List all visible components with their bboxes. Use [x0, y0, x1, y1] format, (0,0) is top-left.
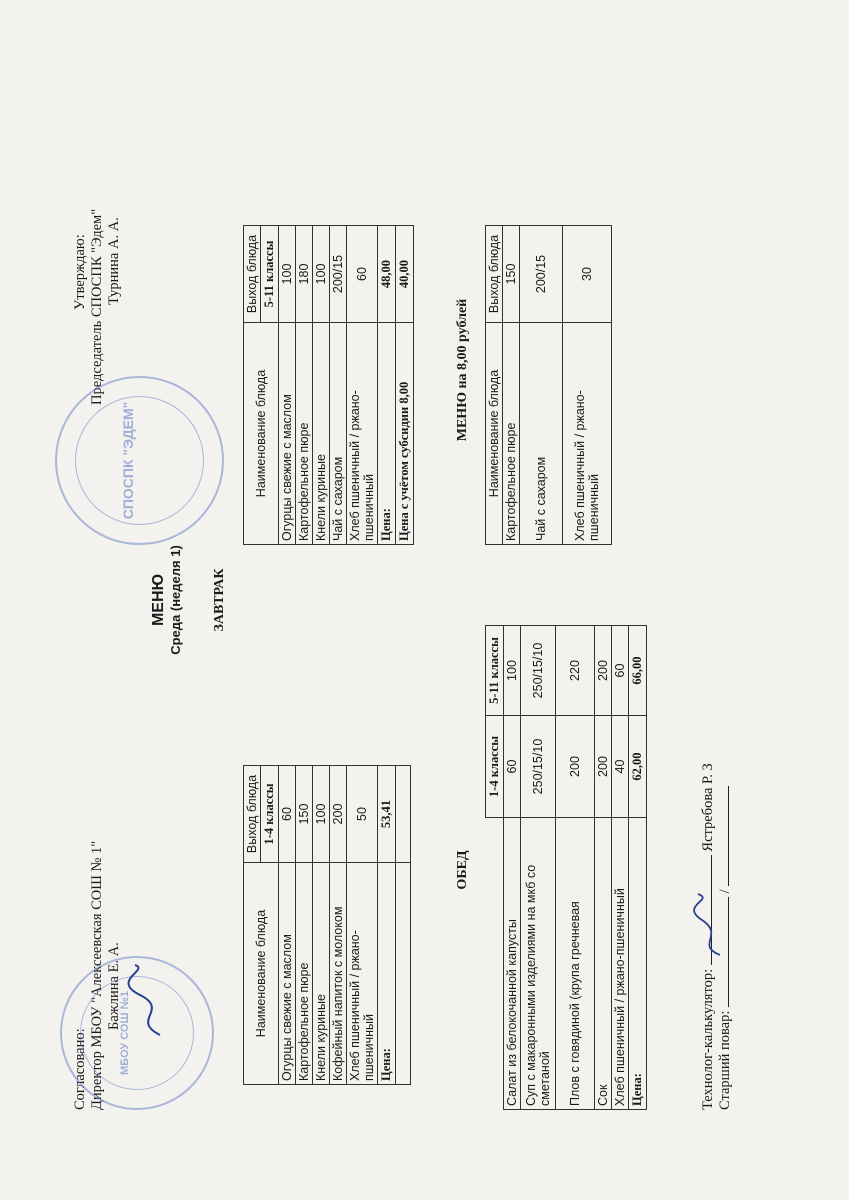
dish-yield-5-11: 60 — [612, 626, 629, 716]
dish-name: Хлеб пшеничный / ржано-пшеничный — [612, 818, 629, 1110]
col-name-header: Наименование блюда — [486, 323, 503, 545]
price-value: 53,41 — [378, 766, 396, 863]
dish-name: Кофейный напиток с молоком — [330, 863, 347, 1085]
dish-yield: 150 — [296, 766, 313, 863]
dish-yield-1-4: 200 — [556, 716, 595, 818]
dish-name: Плов с говядиной (крупа гречневая — [556, 818, 595, 1110]
header-approval-right — [72, 75, 123, 405]
price-label: Цена: — [378, 863, 396, 1085]
subsidy-price-label: Цена с учётом субсидии 8,00 — [396, 323, 414, 545]
price-value-1-4: 62,00 — [629, 716, 647, 818]
cooperative-stamp — [55, 376, 224, 545]
dish-yield-1-4: 40 — [612, 716, 629, 818]
dish-yield: 30 — [563, 226, 612, 323]
dish-name: Суп с макаронными изделиями на мкб со сметаной — [521, 818, 556, 1110]
dish-name: Картофельное пюре — [296, 863, 313, 1085]
breakfast-table-1-4 — [243, 765, 411, 1085]
page-title: МЕНЮ — [150, 573, 167, 627]
lunch-heading: ОБЕД — [455, 850, 470, 890]
header-right-line3: Турнина А. А. — [106, 217, 122, 305]
col-yield-header: Выход блюда — [244, 226, 261, 323]
col-yield-header: Выход блюда — [244, 766, 261, 863]
breakfast-table-5-11 — [243, 225, 414, 545]
col-name-header: Наименование блюда — [244, 863, 279, 1085]
price-row — [378, 226, 396, 545]
table-row — [279, 766, 296, 1085]
price-label: Цена: — [629, 818, 647, 1110]
header-right-line2: Председатель СПОСПК "Эдем" — [89, 208, 105, 405]
table-row — [556, 626, 595, 1110]
dish-name: Огурцы свежие с маслом — [279, 863, 296, 1085]
table-row — [330, 226, 347, 545]
table-row — [520, 226, 563, 545]
subsidy-menu-heading: МЕНЮ на 8,00 рублей — [455, 298, 470, 442]
col-yield-header: Выход блюда — [486, 226, 503, 323]
dish-yield: 100 — [279, 226, 296, 323]
col-grade-header: 5-11 классы — [261, 226, 279, 323]
dish-yield: 200/15 — [330, 226, 347, 323]
dish-yield-5-11: 250/15/10 — [521, 626, 556, 716]
header-left-line3: Бажлина Е. А. — [106, 942, 122, 1030]
table-row — [612, 626, 629, 1110]
dish-yield-5-11: 200 — [595, 626, 612, 716]
dish-name: Картофельное пюре — [503, 323, 520, 545]
dish-name: Хлеб пшеничный / ржано-пшеничный — [563, 323, 612, 545]
director-signature-icon — [120, 960, 180, 1040]
table-row — [279, 226, 296, 545]
price-row — [378, 766, 396, 1085]
subsidy-menu-table — [485, 225, 612, 545]
dish-name: Огурцы свежие с маслом — [279, 323, 296, 545]
dish-name: Чай с сахаром — [330, 323, 347, 545]
dish-name: Картофельное пюре — [296, 323, 313, 545]
col-grade-5-11: 5-11 классы — [486, 626, 504, 716]
dish-yield: 60 — [347, 226, 378, 323]
table-row — [296, 226, 313, 545]
table-row — [563, 226, 612, 545]
dish-name: Чай с сахаром — [520, 323, 563, 545]
price-value: 48,00 — [378, 226, 396, 323]
cook-label: Старший повар: — [717, 1010, 733, 1110]
dish-yield-1-4: 60 — [504, 716, 521, 818]
dish-yield: 60 — [279, 766, 296, 863]
subsidy-price-value: 40,00 — [396, 226, 414, 323]
table-row — [313, 226, 330, 545]
table-row — [595, 626, 612, 1110]
dish-yield: 200 — [330, 766, 347, 863]
technologist-name: Ястребова Р. З — [700, 763, 716, 852]
dish-name: Кнели куриные — [313, 863, 330, 1085]
dish-name: Сок — [595, 818, 612, 1110]
school-stamp-text: МБОУ СОШ №1 — [119, 991, 131, 1075]
dish-yield: 50 — [347, 766, 378, 863]
dish-name: Хлеб пшеничный / ржано-пшеничный — [347, 863, 378, 1085]
col-grade-1-4: 1-4 классы — [486, 716, 504, 818]
table-row — [296, 766, 313, 1085]
dish-yield-1-4: 200 — [595, 716, 612, 818]
table-row — [521, 626, 556, 1110]
header-right-line1: Утверждаю: — [72, 234, 88, 310]
dish-yield-5-11: 220 — [556, 626, 595, 716]
dish-name: Кнели куриные — [313, 323, 330, 545]
lunch-table — [485, 625, 647, 1110]
dish-name: Хлеб пшеничный / ржано-пшеничный — [347, 323, 378, 545]
table-row — [503, 226, 520, 545]
subsidy-price-row — [396, 226, 414, 545]
price-row — [629, 626, 647, 1110]
dish-yield-1-4: 250/15/10 — [521, 716, 556, 818]
page-subtitle: Среда (неделя 1) — [168, 545, 183, 655]
table-row — [347, 766, 378, 1085]
dish-yield: 150 — [503, 226, 520, 323]
header-left-line1: Согласовано: — [72, 1028, 88, 1110]
col-grade-header: 1-4 классы — [261, 766, 279, 863]
dish-name: Салат из белокочанной капусты — [504, 818, 521, 1110]
dish-yield: 100 — [313, 226, 330, 323]
dish-yield: 200/15 — [520, 226, 563, 323]
table-row — [330, 766, 347, 1085]
dish-yield-5-11: 100 — [504, 626, 521, 716]
dish-yield: 100 — [313, 766, 330, 863]
table-row — [313, 766, 330, 1085]
price-value-5-11: 66,00 — [629, 626, 647, 716]
dish-yield: 180 — [296, 226, 313, 323]
breakfast-heading: ЗАВТРАК — [212, 568, 227, 632]
col-name-header: Наименование блюда — [244, 323, 279, 545]
cooperative-stamp-text: СПОСПК "ЭДЕМ" — [119, 401, 136, 520]
price-label: Цена: — [378, 323, 396, 545]
header-left-line2: Директор МБОУ "Алексеевская СОШ № 1" — [89, 840, 105, 1110]
technologist-signature-icon — [690, 890, 730, 960]
technologist-label: Технолог-калькулятор: — [700, 968, 716, 1110]
cook-separator: / — [717, 889, 733, 894]
table-row — [504, 626, 521, 1110]
table-row — [347, 226, 378, 545]
